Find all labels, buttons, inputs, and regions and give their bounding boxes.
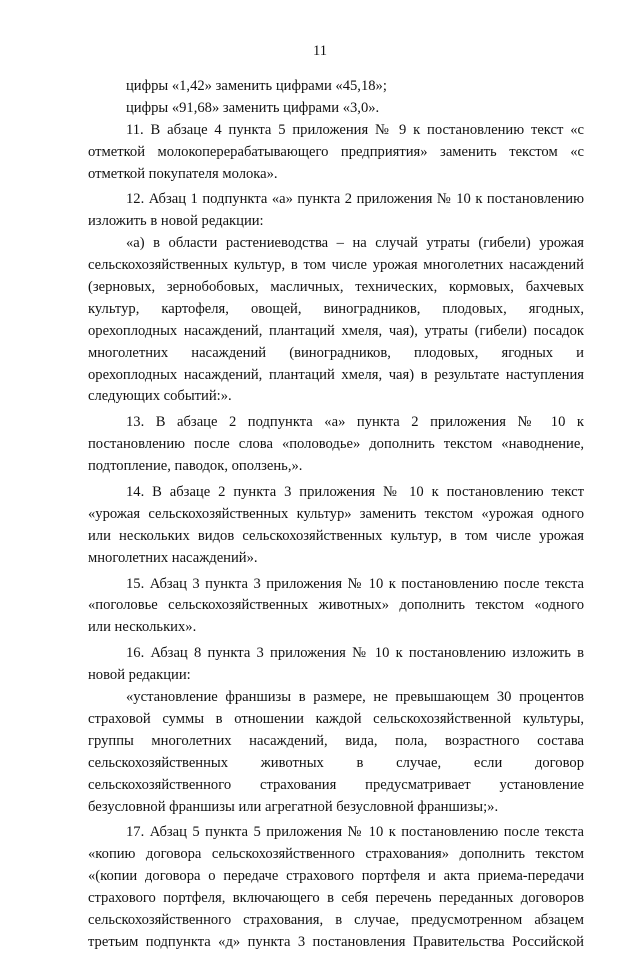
text-line: сельскохозяйственного страхования, в случае, предусмотренном абзацем [88, 911, 584, 928]
text-line: «установление франшизы в размере, не превышающем 30 процентов [126, 689, 584, 706]
text-line: многолетних насаждений (виноградников, плодовых, ягодных и [88, 344, 584, 361]
text-line: 11. В абзаце 4 пункта 5 приложения № 9 к постановлению текст «с [126, 121, 584, 138]
text-line: «(копии договора о передаче страхового портфеля и акта приема-передачи [88, 868, 584, 885]
text-line: новой редакции: [88, 667, 191, 684]
text-line: «поголовье сельскохозяйственных животных» дополнить текстом «одного [88, 597, 584, 614]
text-line: третьим подпункта «д» пункта 3 постановления Правительства Российской [88, 933, 584, 950]
text-line: страховой суммы в отношении каждой сельскохозяйственной культуры, [88, 710, 584, 727]
text-line: или нескольких». [88, 619, 197, 636]
text-line: отметкой молокоперерабатывающего предприятия» заменить текстом «с [88, 143, 584, 160]
text-line: безусловной франшизы или агрегатной безусловной франшизы;». [88, 798, 499, 815]
text-line: 15. Абзац 3 пункта 3 приложения № 10 к постановлению после текста [126, 575, 584, 592]
page-number: 11 [313, 43, 327, 59]
document-body [88, 76, 584, 954]
text-line: «а) в области растениеводства – на случай утраты (гибели) урожая [126, 235, 584, 252]
text-line: 13. В абзаце 2 подпункта «а» пункта 2 приложения № 10 к [126, 414, 584, 431]
text-line: страхового портфеля, включающего в себя перечень переданных договоров [88, 890, 584, 907]
text-line: «урожая сельскохозяйственных культур» заменить текстом «урожая одного [88, 505, 584, 522]
text-line: 12. Абзац 1 подпункта «а» пункта 2 приложения № 10 к постановлению [126, 191, 584, 208]
text-line: культур, картофеля, овощей, виноградников, плодовых, ягодных, [88, 300, 584, 317]
text-line: следующих событий:». [88, 388, 232, 405]
text-line: многолетних насаждений». [88, 549, 258, 566]
text-line: цифры «1,42» заменить цифрами «45,18»; [126, 78, 387, 94]
text-line: орехоплодных насаждений, плантаций хмеля, чая), утраты (гибели) посадок [88, 322, 584, 339]
text-line: подтопление, паводок, оползень,». [88, 458, 303, 475]
text-line: 14. В абзаце 2 пункта 3 приложения № 10 к постановлению текст [126, 484, 584, 501]
text-line: (зерновых, зернобобовых, масличных, технических, кормовых, бахчевых [88, 279, 584, 296]
text-line: сельскохозяйственного страхования предусматривает установление [88, 776, 584, 793]
text-line: или нескольких видов сельскохозяйственных культур, в том числе урожая [88, 527, 584, 544]
text-line: цифры «91,68» заменить цифрами «3,0». [126, 99, 380, 116]
text-line: орехоплодных насаждений, плантаций хмеля, чая) в результате наступления [88, 366, 584, 383]
text-line: сельскохозяйственных животных в случае, если договор [88, 754, 584, 771]
text-line: отметкой покупателя молока». [88, 165, 278, 182]
text-line: 17. Абзац 5 пункта 5 приложения № 10 к постановлению после текста [126, 824, 584, 841]
text-line: сельскохозяйственных культур, в том числе урожая многолетних насаждений [88, 257, 584, 274]
text-line: «копию договора сельскохозяйственного страхования» дополнить текстом [88, 846, 584, 863]
text-line: постановлению после слова «половодье» дополнить текстом «наводнение, [88, 436, 584, 453]
text-line: группы многолетних насаждений, вида, пола, возрастного состава [88, 732, 584, 749]
text-line: изложить в новой редакции: [88, 213, 264, 230]
text-line: 16. Абзац 8 пункта 3 приложения № 10 к постановлению изложить в [126, 645, 584, 662]
